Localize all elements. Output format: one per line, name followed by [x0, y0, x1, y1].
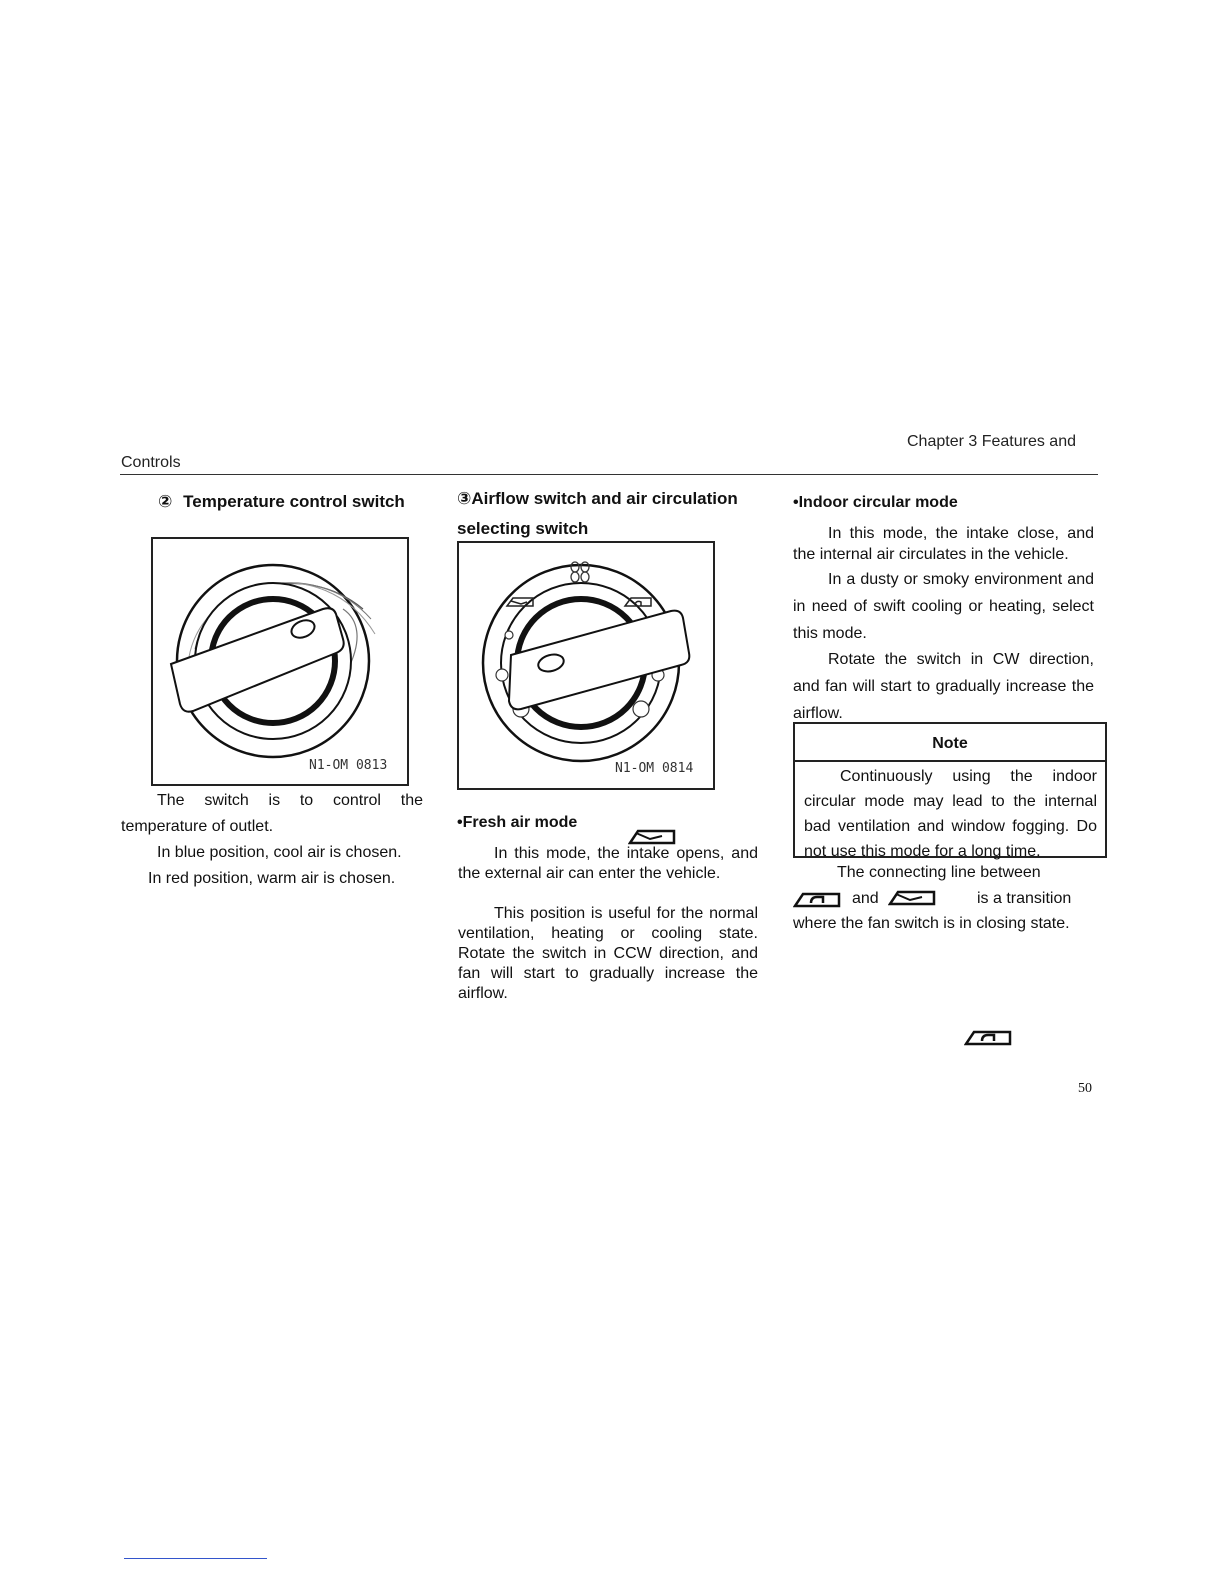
heading-number: ②	[158, 492, 173, 511]
airflow-switch-heading	[457, 484, 759, 544]
heading-line-2: selecting switch	[457, 519, 589, 538]
indoor-mode-description: In this mode, the intake close, and the internal air circulates in the vehicle.	[793, 525, 1094, 563]
header-rule	[120, 474, 1098, 475]
fresh-air-mode-heading: •Fresh air mode	[457, 814, 578, 831]
temperature-knob-illustration	[153, 539, 407, 784]
footer-link-line	[124, 1558, 267, 1559]
note-body: Continuously using the indoor circular mode may lead to the internal bad ventilation and window fogging. Do not use this mode for a long time.	[804, 768, 1097, 860]
temperature-switch-figure	[151, 537, 409, 786]
chapter-title: Chapter 3 Features and	[907, 433, 1076, 450]
note-title: Note	[795, 724, 1105, 762]
section-title: Controls	[121, 454, 181, 471]
connecting-line-icons-row	[793, 888, 1094, 912]
airflow-knob-illustration	[459, 543, 713, 788]
indoor-circular-mode-heading: •Indoor circular mode	[793, 494, 958, 511]
and-text: and	[852, 890, 879, 907]
figure-label: N1-OM 0814	[615, 761, 694, 776]
fresh-air-usage: This position is useful for the normal ventilation, heating or cooling state. Rotate the switch in CCW direction, and fan will start to gradually increase the airflow.	[458, 905, 758, 1002]
closing-state-text: where the fan switch is in closing state.	[793, 915, 1070, 932]
airflow-switch-figure	[457, 541, 715, 790]
recirculation-mode-icon	[964, 1028, 1014, 1048]
figure-label: N1-OM 0813	[309, 758, 388, 773]
transition-text: is a transition	[977, 890, 1072, 907]
heading-line-1: Airflow switch and air circulation	[471, 489, 738, 508]
temperature-switch-heading	[158, 492, 405, 512]
fresh-air-mode-icon	[888, 888, 938, 908]
connecting-line-text: The connecting line between	[837, 864, 1041, 881]
fresh-air-description: In this mode, the intake opens, and the external air can enter the vehicle.	[458, 845, 758, 882]
indoor-mode-rotation: Rotate the switch in CW direction, and fan will start to gradually increase the airflow.	[793, 651, 1094, 722]
red-position-text: In red position, warm air is chosen.	[148, 870, 396, 887]
heading-text: Temperature control switch	[183, 492, 405, 511]
note-box	[793, 722, 1107, 858]
indoor-mode-usage: In a dusty or smoky environment and in need of swift cooling or heating, select this mode.	[793, 571, 1094, 642]
temperature-description: The switch is to control the temperature of outlet.	[121, 792, 423, 835]
blue-position-text: In blue position, cool air is chosen.	[157, 844, 402, 861]
page-number: 50	[1078, 1081, 1092, 1096]
recirculation-mode-icon	[793, 890, 843, 910]
heading-number: ③	[457, 489, 472, 508]
